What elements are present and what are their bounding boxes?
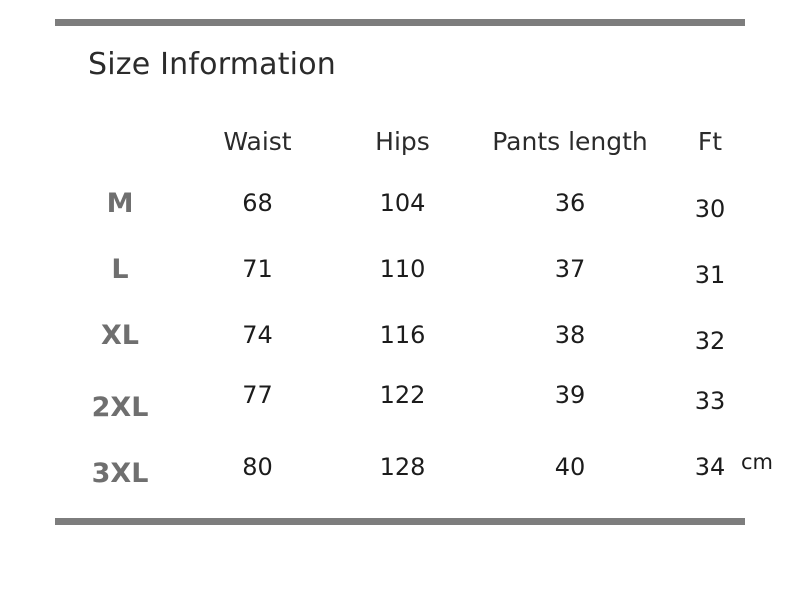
cell-ft: 34 <box>694 453 726 481</box>
table-header-row <box>55 112 755 170</box>
cell-hips: 110 <box>379 255 426 283</box>
cell-pants-length: 38 <box>554 321 586 349</box>
cell-hips: 116 <box>379 321 426 349</box>
cell-size: M <box>106 187 134 219</box>
cell-pants-length: 36 <box>554 189 586 217</box>
column-header-ft: Ft <box>697 126 723 156</box>
cell-ft: 33 <box>694 387 726 415</box>
cell-pants-length: 37 <box>554 255 586 283</box>
cell-waist: 74 <box>242 321 273 349</box>
cell-hips: 104 <box>379 189 426 217</box>
column-header-waist: Waist <box>223 126 292 156</box>
cell-hips: 122 <box>379 381 426 409</box>
table-row <box>55 302 755 368</box>
table-row <box>55 368 755 434</box>
cell-ft: 32 <box>694 327 726 355</box>
table-row <box>55 434 755 500</box>
cell-waist: 80 <box>242 453 273 481</box>
cell-ft: 31 <box>694 261 726 289</box>
bottom-divider <box>55 518 745 525</box>
table-row <box>55 170 755 236</box>
cell-waist: 77 <box>242 381 273 409</box>
column-header-pants-length: Pants length <box>492 126 648 156</box>
cell-size: XL <box>100 319 140 351</box>
cell-size: 2XL <box>91 391 149 423</box>
cell-pants-length: 40 <box>554 453 586 481</box>
cell-size: 3XL <box>91 457 149 489</box>
size-table <box>55 112 755 500</box>
page-title: Size Information <box>88 47 336 82</box>
unit-label: cm <box>741 450 774 474</box>
cell-pants-length: 39 <box>554 381 586 409</box>
cell-ft: 30 <box>694 195 726 223</box>
column-header-hips: Hips <box>375 126 430 156</box>
top-divider <box>55 19 745 26</box>
cell-size: L <box>111 253 129 285</box>
cell-waist: 71 <box>242 255 273 283</box>
table-row <box>55 236 755 302</box>
cell-hips: 128 <box>379 453 426 481</box>
column-header-size <box>55 112 185 170</box>
cell-waist: 68 <box>242 189 273 217</box>
